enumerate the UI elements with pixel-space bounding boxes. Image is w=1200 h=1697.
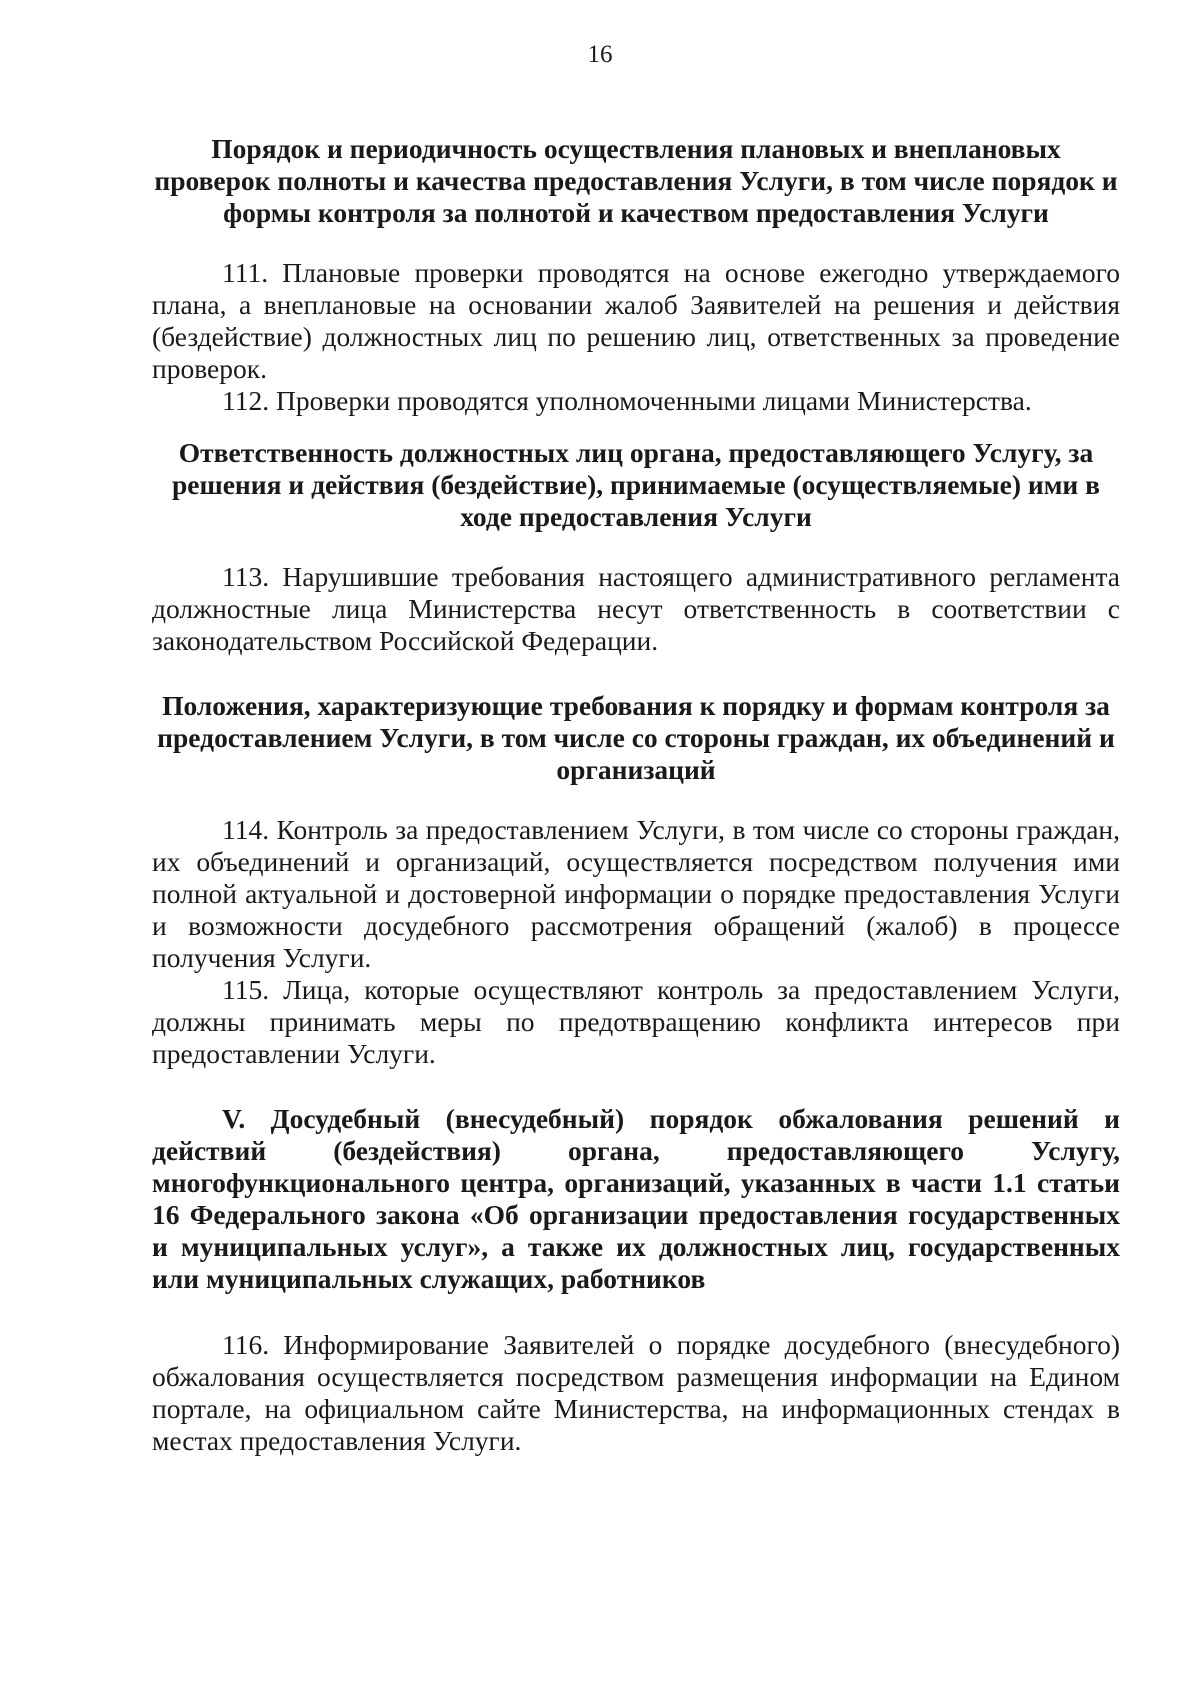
section-heading-responsibility: Ответственность должностных лиц органа, предоставляющего Услугу, за решения и действия (бездействие), принимаемые (осуществляемые) ими в ходе предоставления Услуги bbox=[171, 437, 1101, 532]
paragraph-115: 115. Лица, которые осуществляют контроль за предоставлением Услуги, должны принимать меры по предотвращению конфликта интересов при предоставлении Услуги. bbox=[152, 974, 1120, 1069]
paragraph-112: 112. Проверки проводятся уполномоченными лицами Министерства. bbox=[222, 385, 1032, 416]
page-number: 16 bbox=[587, 41, 613, 68]
paragraph-114: 114. Контроль за предоставлением Услуги, в том числе со стороны граждан, их объединений и организаций, осуществляется посредством получения ими полной актуальной и достоверной информации о порядке предоставления Услуги и возможности досудебного рассмотрения обращений (жалоб) в процессе получения Услуги. bbox=[152, 814, 1120, 973]
section-heading-control-requirements: Положения, характеризующие требования к порядку и формам контроля за предоставлением Услуги, в том числе со стороны граждан, их объединений и организаций bbox=[157, 690, 1115, 785]
paragraph-111: 111. Плановые проверки проводятся на основе ежегодно утверждаемого плана, а внеплановые на основании жалоб Заявителей на решения и действия (бездействие) должностных лиц по решению лиц, ответственных за проведение проверок. bbox=[152, 257, 1120, 384]
section-heading-inspections: Порядок и периодичность осуществления плановых и внеплановых проверок полноты и качества предоставления Услуги, в том числе порядок и формы контроля за полнотой и качеством предоставления Услуги bbox=[154, 133, 1118, 228]
document-body bbox=[152, 133, 1120, 1457]
paragraph-113: 113. Нарушившие требования настоящего административного регламента должностные лица Министерства несут ответственность в соответствии с законодательством Российской Федерации. bbox=[152, 561, 1120, 656]
paragraph-116: 116. Информирование Заявителей о порядке досудебного (внесудебного) обжалования осуществляется посредством размещения информации на Едином портале, на официальном сайте Министерства, на информационных стендах в местах предоставления Услуги. bbox=[152, 1329, 1120, 1456]
chapter-heading-v: V. Досудебный (внесудебный) порядок обжалования решений и действий (бездействия) органа, предоставляющего Услугу, многофункционального центра, организаций, указанных в части 1.1 статьи 16 Федерального закона «Об организации предоставления государственных и муниципальных услуг», а также их должностных лиц, государственных или муниципальных служащих, работников bbox=[152, 1103, 1120, 1294]
